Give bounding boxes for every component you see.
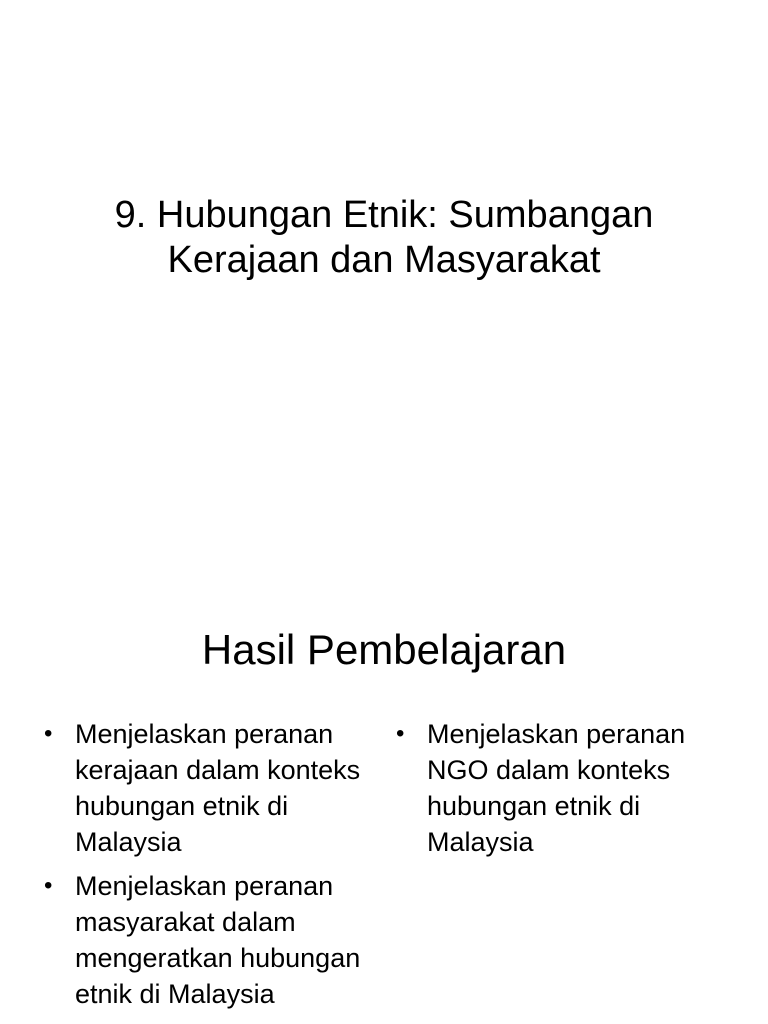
bullet-text: Menjelaskan peranan kerajaan dalam konteks hubungan etnik di Malaysia [75, 719, 361, 857]
list-item [40, 868, 370, 1012]
list-item [392, 716, 732, 860]
slide-title-line-2: Kerajaan dan Masyarakat [167, 239, 601, 281]
bullet-list-right [392, 716, 732, 868]
slide-title-line-1: 9. Hubungan Etnik: Sumbangan [114, 194, 654, 236]
bullet-icon: • [44, 720, 53, 747]
bullet-text: Menjelaskan peranan NGO dalam konteks hubungan etnik di Malaysia [427, 719, 686, 857]
slide-title [0, 193, 768, 283]
section-heading: Hasil Pembelajaran [201, 626, 567, 673]
bullet-text: Menjelaskan peranan masyarakat dalam mengeratkan hubungan etnik di Malaysia [75, 871, 361, 1009]
bullet-list-left [40, 716, 370, 1020]
bullet-icon: • [44, 872, 53, 899]
list-item [40, 716, 370, 860]
bullet-icon: • [396, 720, 405, 747]
